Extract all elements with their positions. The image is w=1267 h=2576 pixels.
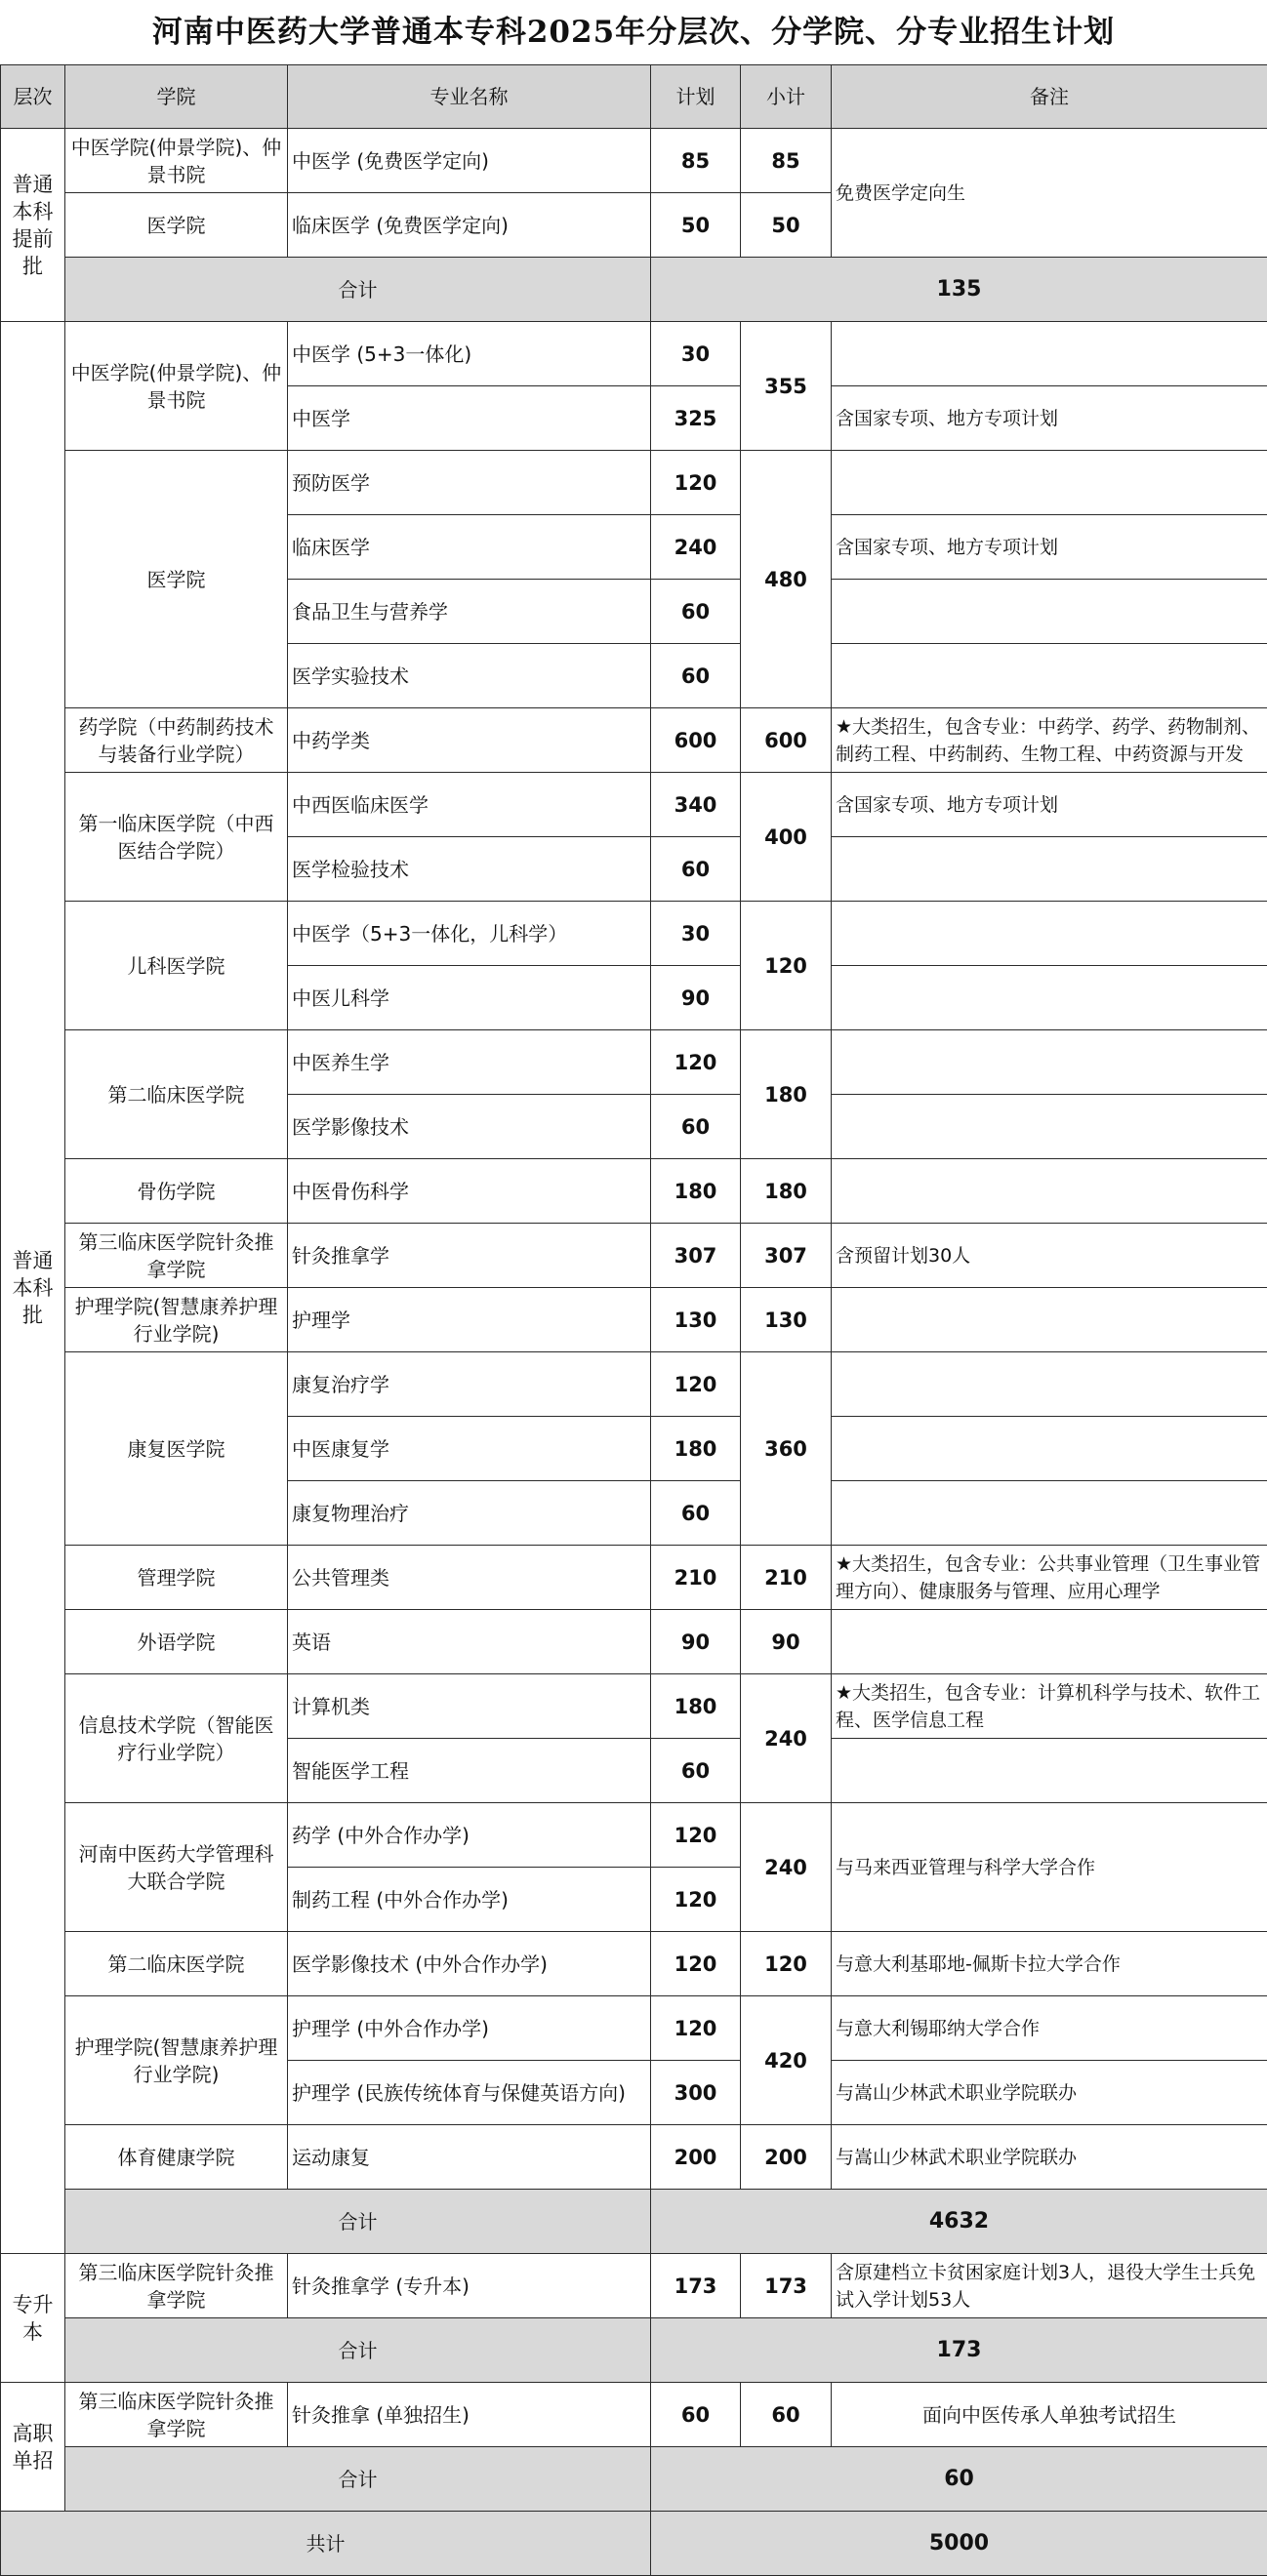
college-cell: 第二临床医学院 [65, 1030, 288, 1159]
subtotal-cell: 120 [741, 1932, 832, 1996]
note-cell [832, 966, 1267, 1030]
level-cell: 普通本科批 [1, 322, 65, 2254]
note-cell [832, 580, 1267, 644]
college-cell: 第二临床医学院 [65, 1932, 288, 1996]
note-cell: 含国家专项、地方专项计划 [832, 386, 1267, 451]
note-cell [832, 1481, 1267, 1546]
major-cell: 英语 [288, 1610, 651, 1674]
plan-cell: 173 [651, 2254, 741, 2318]
subtotal-cell: 600 [741, 708, 832, 773]
major-cell: 临床医学 (免费医学定向) [288, 193, 651, 258]
total-label: 合计 [65, 2447, 651, 2512]
subtotal-cell: 173 [741, 2254, 832, 2318]
table-row [1, 1932, 1267, 1996]
plan-cell: 120 [651, 1996, 741, 2061]
note-cell: ★大类招生，包含专业：计算机科学与技术、软件工程、医学信息工程 [832, 1674, 1267, 1739]
total-label: 合计 [65, 2318, 651, 2383]
table-row [1, 1610, 1267, 1674]
major-cell: 运动康复 [288, 2125, 651, 2190]
level-cell: 专升本 [1, 2254, 65, 2383]
table-row [1, 2383, 1267, 2447]
table-header-row [1, 65, 1267, 129]
college-cell: 第三临床医学院针灸推拿学院 [65, 2254, 288, 2318]
subtotal-cell: 420 [741, 1996, 832, 2125]
total-row [1, 2318, 1267, 2383]
major-cell: 公共管理类 [288, 1546, 651, 1610]
subtotal-cell: 85 [741, 129, 832, 193]
note-cell: 与马来西亚管理与科学大学合作 [832, 1803, 1267, 1932]
college-cell: 外语学院 [65, 1610, 288, 1674]
plan-cell: 30 [651, 902, 741, 966]
table-row [1, 902, 1267, 966]
note-cell: ★大类招生，包含专业：中药学、药学、药物制剂、制药工程、中药制药、生物工程、中药资源与开发 [832, 708, 1267, 773]
major-cell: 护理学 (中外合作办学) [288, 1996, 651, 2061]
total-value: 135 [651, 258, 1267, 322]
plan-cell: 50 [651, 193, 741, 258]
subtotal-cell: 360 [741, 1352, 832, 1546]
plan-cell: 120 [651, 1932, 741, 1996]
note-cell [832, 1030, 1267, 1095]
plan-cell: 30 [651, 322, 741, 386]
major-cell: 医学检验技术 [288, 837, 651, 902]
major-cell: 医学实验技术 [288, 644, 651, 708]
plan-cell: 180 [651, 1417, 741, 1481]
plan-cell: 180 [651, 1674, 741, 1739]
note-cell [832, 644, 1267, 708]
plan-cell: 180 [651, 1159, 741, 1224]
plan-cell: 60 [651, 1739, 741, 1803]
note-cell [832, 837, 1267, 902]
subtotal-cell: 120 [741, 902, 832, 1030]
college-cell: 第三临床医学院针灸推拿学院 [65, 1224, 288, 1288]
total-value: 173 [651, 2318, 1267, 2383]
college-cell: 中医学院(仲景学院)、仲景书院 [65, 322, 288, 451]
note-cell [832, 1610, 1267, 1674]
college-cell: 第三临床医学院针灸推拿学院 [65, 2383, 288, 2447]
plan-cell: 325 [651, 386, 741, 451]
subtotal-cell: 210 [741, 1546, 832, 1610]
note-cell: 免费医学定向生 [832, 129, 1267, 258]
note-cell: ★大类招生，包含专业：公共事业管理（卫生事业管理方向）、健康服务与管理、应用心理学 [832, 1546, 1267, 1610]
college-cell: 中医学院(仲景学院)、仲景书院 [65, 129, 288, 193]
header-college: 学院 [65, 65, 288, 129]
subtotal-cell: 50 [741, 193, 832, 258]
major-cell: 中医学 (免费医学定向) [288, 129, 651, 193]
table-row [1, 1030, 1267, 1095]
major-cell: 计算机类 [288, 1674, 651, 1739]
plan-cell: 600 [651, 708, 741, 773]
plan-cell: 60 [651, 2383, 741, 2447]
major-cell: 智能医学工程 [288, 1739, 651, 1803]
note-cell: 含国家专项、地方专项计划 [832, 515, 1267, 580]
plan-cell: 200 [651, 2125, 741, 2190]
major-cell: 医学影像技术 (中外合作办学) [288, 1932, 651, 1996]
note-cell [832, 1095, 1267, 1159]
plan-cell: 120 [651, 1030, 741, 1095]
note-cell: 含国家专项、地方专项计划 [832, 773, 1267, 837]
table-row [1, 1803, 1267, 1868]
grand-total-label: 共计 [1, 2512, 651, 2576]
subtotal-cell: 480 [741, 451, 832, 708]
note-cell: 与嵩山少林武术职业学院联办 [832, 2061, 1267, 2125]
plan-cell: 85 [651, 129, 741, 193]
subtotal-cell: 180 [741, 1159, 832, 1224]
major-cell: 临床医学 [288, 515, 651, 580]
header-major: 专业名称 [288, 65, 651, 129]
plan-cell: 60 [651, 644, 741, 708]
major-cell: 中医学（5+3一体化，儿科学） [288, 902, 651, 966]
note-cell [832, 1288, 1267, 1352]
college-cell: 护理学院(智慧康养护理行业学院) [65, 1996, 288, 2125]
plan-cell: 300 [651, 2061, 741, 2125]
total-value: 60 [651, 2447, 1267, 2512]
major-cell: 药学 (中外合作办学) [288, 1803, 651, 1868]
table-row [1, 1224, 1267, 1288]
total-row [1, 2447, 1267, 2512]
level-cell: 普通本科提前批 [1, 129, 65, 322]
plan-cell: 120 [651, 1352, 741, 1417]
plan-cell: 210 [651, 1546, 741, 1610]
major-cell: 护理学 [288, 1288, 651, 1352]
major-cell: 中医康复学 [288, 1417, 651, 1481]
level-cell: 高职单招 [1, 2383, 65, 2512]
major-cell: 中医学 [288, 386, 651, 451]
college-cell: 体育健康学院 [65, 2125, 288, 2190]
total-label: 合计 [65, 2190, 651, 2254]
college-cell: 儿科医学院 [65, 902, 288, 1030]
subtotal-cell: 200 [741, 2125, 832, 2190]
major-cell: 康复治疗学 [288, 1352, 651, 1417]
header-level: 层次 [1, 65, 65, 129]
major-cell: 预防医学 [288, 451, 651, 515]
major-cell: 针灸推拿学 (专升本) [288, 2254, 651, 2318]
subtotal-cell: 355 [741, 322, 832, 451]
note-cell: 含预留计划30人 [832, 1224, 1267, 1288]
major-cell: 制药工程 (中外合作办学) [288, 1868, 651, 1932]
note-cell [832, 1417, 1267, 1481]
major-cell: 中医学 (5+3一体化) [288, 322, 651, 386]
major-cell: 康复物理治疗 [288, 1481, 651, 1546]
total-label: 合计 [65, 258, 651, 322]
plan-cell: 90 [651, 1610, 741, 1674]
college-cell: 骨伤学院 [65, 1159, 288, 1224]
note-cell [832, 451, 1267, 515]
table-row [1, 2254, 1267, 2318]
major-cell: 中医骨伤科学 [288, 1159, 651, 1224]
header-plan: 计划 [651, 65, 741, 129]
page-title: 河南中医药大学普通本专科2025年分层次、分学院、分专业招生计划 [0, 0, 1267, 64]
plan-cell: 60 [651, 1095, 741, 1159]
note-cell: 与意大利基耶地-佩斯卡拉大学合作 [832, 1932, 1267, 1996]
plan-cell: 130 [651, 1288, 741, 1352]
note-cell: 与嵩山少林武术职业学院联办 [832, 2125, 1267, 2190]
plan-cell: 120 [651, 1803, 741, 1868]
table-row [1, 2125, 1267, 2190]
plan-cell: 90 [651, 966, 741, 1030]
table-row [1, 451, 1267, 515]
table-row [1, 773, 1267, 837]
major-cell: 医学影像技术 [288, 1095, 651, 1159]
table-row [1, 1288, 1267, 1352]
plan-cell: 60 [651, 837, 741, 902]
college-cell: 第一临床医学院（中西医结合学院） [65, 773, 288, 902]
grand-total-row [1, 2512, 1267, 2576]
major-cell: 食品卫生与营养学 [288, 580, 651, 644]
table-row [1, 708, 1267, 773]
major-cell: 中西医临床医学 [288, 773, 651, 837]
plan-cell: 120 [651, 451, 741, 515]
subtotal-cell: 400 [741, 773, 832, 902]
college-cell: 信息技术学院（智能医疗行业学院） [65, 1674, 288, 1803]
note-cell: 与意大利锡耶纳大学合作 [832, 1996, 1267, 2061]
major-cell: 中药学类 [288, 708, 651, 773]
plan-cell: 120 [651, 1868, 741, 1932]
total-row [1, 2190, 1267, 2254]
table-row [1, 1674, 1267, 1739]
subtotal-cell: 130 [741, 1288, 832, 1352]
enrollment-plan-table [0, 64, 1267, 2576]
table-row [1, 1159, 1267, 1224]
college-cell: 药学院（中药制药技术与装备行业学院） [65, 708, 288, 773]
plan-cell: 307 [651, 1224, 741, 1288]
subtotal-cell: 60 [741, 2383, 832, 2447]
subtotal-cell: 240 [741, 1803, 832, 1932]
table-row [1, 1546, 1267, 1610]
college-cell: 医学院 [65, 451, 288, 708]
note-cell [832, 1159, 1267, 1224]
college-cell: 护理学院(智慧康养护理行业学院) [65, 1288, 288, 1352]
header-subtotal: 小计 [741, 65, 832, 129]
major-cell: 针灸推拿 (单独招生) [288, 2383, 651, 2447]
major-cell: 针灸推拿学 [288, 1224, 651, 1288]
total-value: 4632 [651, 2190, 1267, 2254]
college-cell: 康复医学院 [65, 1352, 288, 1546]
major-cell: 护理学 (民族传统体育与保健英语方向) [288, 2061, 651, 2125]
header-note: 备注 [832, 65, 1267, 129]
table-row [1, 1352, 1267, 1417]
plan-cell: 340 [651, 773, 741, 837]
note-cell: 面向中医传承人单独考试招生 [832, 2383, 1267, 2447]
college-cell: 医学院 [65, 193, 288, 258]
subtotal-cell: 307 [741, 1224, 832, 1288]
note-cell [832, 902, 1267, 966]
subtotal-cell: 240 [741, 1674, 832, 1803]
major-cell: 中医养生学 [288, 1030, 651, 1095]
subtotal-cell: 180 [741, 1030, 832, 1159]
plan-cell: 240 [651, 515, 741, 580]
table-row [1, 129, 1267, 193]
table-row [1, 1996, 1267, 2061]
college-cell: 管理学院 [65, 1546, 288, 1610]
major-cell: 中医儿科学 [288, 966, 651, 1030]
grand-total-value: 5000 [651, 2512, 1267, 2576]
subtotal-cell: 90 [741, 1610, 832, 1674]
note-cell [832, 1739, 1267, 1803]
plan-cell: 60 [651, 580, 741, 644]
total-row [1, 258, 1267, 322]
table-row [1, 322, 1267, 386]
college-cell: 河南中医药大学管理科大联合学院 [65, 1803, 288, 1932]
note-cell: 含原建档立卡贫困家庭计划3人，退役大学生士兵免试入学计划53人 [832, 2254, 1267, 2318]
plan-cell: 60 [651, 1481, 741, 1546]
note-cell [832, 322, 1267, 386]
note-cell [832, 1352, 1267, 1417]
